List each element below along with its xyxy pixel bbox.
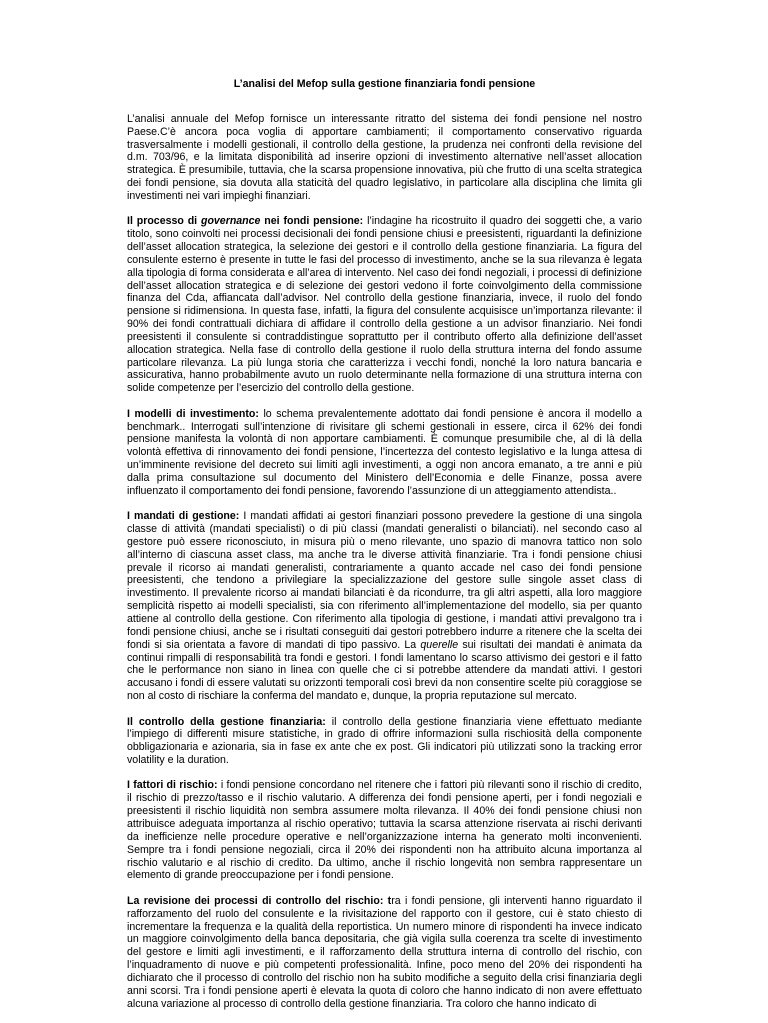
- risk-control-review-lead: t: [383, 894, 392, 907]
- governance-paragraph: [127, 215, 642, 395]
- mandates-body-em: querelle: [420, 638, 459, 651]
- governance-heading: [127, 215, 363, 227]
- financial-control-heading: Il controllo della gestione finanziaria:: [127, 715, 326, 728]
- investment-models-paragraph: [127, 408, 642, 498]
- risk-factors-body: i fondi pensione concordano nel ritenere che i fattori più rilevanti sono il rischio di credito, il rischio di prezzo/tasso e il rischio valutario. A differenza dei fondi pensione aperti, per i fondi negoziali e preesistenti il rischio liquidità non sembra assumere molta rilevanza. Il 40% dei fondi pensione chiusi non attribuisce adeguata importanza al rischio operativo; tuttavia la scarsa attenzione riservata ai rischi derivanti da inefficienze nelle procedure operative e nell’organizzazione interna ha generato molti inconvenienti. Sempre tra i fondi pensione negoziali, circa il 20% dei rispondenti non ha attribuito alcuna importanza al rischio valutario e al rischio di credito. Da ultimo, anche il rischio longevità non sembra rappresentare un elemento di grande preoccupazione per i fondi pensione.: [127, 779, 642, 882]
- risk-control-review-body: ra i fondi pensione, gli interventi hanno riguardato il rafforzamento del ruolo del consulente e la rivisitazione del rapporto con il gestore, cui è stato chiesto di incrementare la frequenza e la qualità della reportistica. Un numero minore di rispondenti ha invece indicato un maggiore coinvolgimento della banca depositaria, che già vigila sulla coerenza tra scelte di investimento del gestore e limiti agli investimenti, e il rafforzamento della struttura interna di controllo del rischio, con l’inquadramento di nuove e più competenti professionalità. Infine, poco meno del 20% dei rispondenti ha dichiarato che il processo di controllo del rischio non ha subito modifiche a seguito della crisi finanziaria degli anni scorsi. Tra i fondi pensione aperti è elevata la quota di coloro che hanno indicato di non avere effettuato alcuna variazione al processo di controllo della gestione finanziaria. Tra coloro che hanno indicato di: [127, 894, 642, 1010]
- mandates-paragraph: [127, 510, 642, 703]
- document-page: [127, 78, 642, 1023]
- risk-control-review-paragraph: [127, 895, 642, 1011]
- mandates-body-pre: I mandati affidati ai gestori finanziari possono prevedere la gestione di una singola classe di attività (mandati specialisti) o di più classi (mandati generalisti o bilanciati). nel secondo caso al gestore può essere riconosciuto, in misura più o meno rilevante, uno spazio di manovra tattico non solo all’interno di ciascuna asset class, ma anche tra le diverse attività finanziarie. Tra i fondi pensione chiusi prevale il ricorso ai mandati generalisti, contrariamente a quanto accade nel caso dei fondi pensione preesistenti, che tendono a privilegiare la specializzazione del gestore sulle singole asset class di investimento. Il prevalente ricorso ai mandati bilanciati è da ricondurre, tra gli altri aspetti, alla loro maggiore semplicità rispetto ai modelli specialisti, sia con riferimento all’implementazione del modello, sia per quanto attiene al controllo della gestione. Con riferimento alla tipologia di gestione, i mandati attivi prevalgono tra i fondi pensione chiusi, anche se i risultati conseguiti dai gestori potrebbero indurre a ritenere che la scelta dei fondi si sia orientata a favore di mandati di tipo passivo. La: [127, 510, 642, 651]
- governance-heading-pre: Il processo di: [127, 215, 201, 228]
- mandates-heading: I mandati di gestione:: [127, 510, 240, 523]
- governance-heading-post: nei fondi pensione:: [260, 215, 364, 228]
- investment-models-body: lo schema prevalentemente adottato dai fondi pensione è ancora il modello a benchmark.. Interrogati sull’intenzione di rivisitare gli schemi gestionali in essere, circa il 62% dei fondi pensione manifesta la volontà di non apportare cambiamenti. È comunque presumibile che, al di là della volontà effettiva di rinnovamento dei fondi pensione, l’incertezza del contesto legislativo e la lunga attesa di un’imminente revisione del decreto sui limiti agli investimenti, a oggi non ancora emanato, a tre anni e più dalla prima consultazione sul documento del Ministero dell’Economia e delle Finanze, possa avere influenzato il comportamento dei fondi pensione, favorendo l’assunzione di un atteggiamento attendista..: [127, 407, 642, 497]
- risk-factors-heading: I fattori di rischio:: [127, 779, 218, 792]
- risk-factors-paragraph: [127, 779, 642, 882]
- risk-control-review-heading: La revisione dei processi di controllo del rischio:: [127, 894, 384, 907]
- intro-paragraph: L’analisi annuale del Mefop fornisce un interessante ritratto del sistema dei fondi pensione nel nostro Paese.C’è ancora poca voglia di apportare cambiamenti; il comportamento conservativo riguarda trasversalmente i modelli gestionali, il controllo della gestione, la prudenza nei confronti della revisione del d.m. 703/96, e la limitata disponibilità ad inserire opzioni di investimento alternative nell’asset allocation strategica. È presumibile, tuttavia, che la scarsa propensione innovativa, più che frutto di una scelta strategica dei fondi pensione, sia dovuta alla staticità del quadro legislativo, in particolare alla disciplina che limita gli investimenti nei vari impieghi finanziari.: [127, 112, 642, 202]
- financial-control-body: il controllo della gestione finanziaria viene effettuato mediante l’impiego di differenti misure statistiche, in grado di offrire informazioni sulla rischiosità della componente obbligazionaria e azionaria, sia in fase ex ante che ex post. Gli indicatori più utilizzati sono la tracking error volatility e la duration.: [127, 715, 642, 767]
- governance-heading-em: governance: [200, 215, 261, 228]
- investment-models-heading: I modelli di investimento:: [127, 407, 259, 420]
- governance-body: l’indagine ha ricostruito il quadro dei soggetti che, a vario titolo, sono coinvolti nei processi decisionali dei fondi pensione chiusi e preesistenti, riguardanti la definizione dell’asset allocation strategica, la selezione dei gestori e il controllo della gestione finanziaria. La figura del consulente esterno è presente in tutte le fasi del processo di investimento, anche se la sua rilevanza è legata alla tipologia di forma considerata e all’area di intervento. Nel caso dei fondi negoziali, i processi di definizione dell’asset allocation strategica e di selezione dei gestori vedono il forte coinvolgimento della commissione finanza del Cda, affiancata dall’advisor. Nel controllo della gestione finanziaria, invece, il ruolo del fondo pensione si ridimensiona. In questa fase, infatti, la figura del consulente acquisisce un’importanza rilevante: il 90% dei fondi contrattuali dichiara di affidare il controllo della gestione a un advisor finanziario. Nei fondi preesistenti il consulente si contraddistingue soprattutto per il contributo offerto alla definizione dell’asset allocation strategica. Nella fase di controllo della gestione il ruolo della struttura interna del fondo assume particolare rilevanza. La più lunga storia che caratterizza i vecchi fondi, nonché la loro natura bancaria e assicurativa, hanno probabilmente avuto un ruolo determinante nella formazione di una struttura interna con solide competenze per l’esercizio del controllo della gestione.: [127, 215, 643, 395]
- document-title: L’analisi del Mefop sulla gestione finanziaria fondi pensione: [233, 78, 536, 90]
- mandates-body-post: sui risultati dei mandati è animata da continui rimpalli di responsabilità tra fondi e gestori. I fondi lamentano lo scarso attivismo dei gestori e il fatto che le performance non siano in linea con quelle che ci si potrebbe attendere da mandati attivi. I gestori accusano i fondi di essere valutati su orizzonti temporali così brevi da non consentire scelte più coraggiose se non al costo di rischiare la conferma del mandato e, dunque, la propria reputazione sul mercato.: [127, 638, 643, 703]
- financial-control-paragraph: [127, 716, 642, 767]
